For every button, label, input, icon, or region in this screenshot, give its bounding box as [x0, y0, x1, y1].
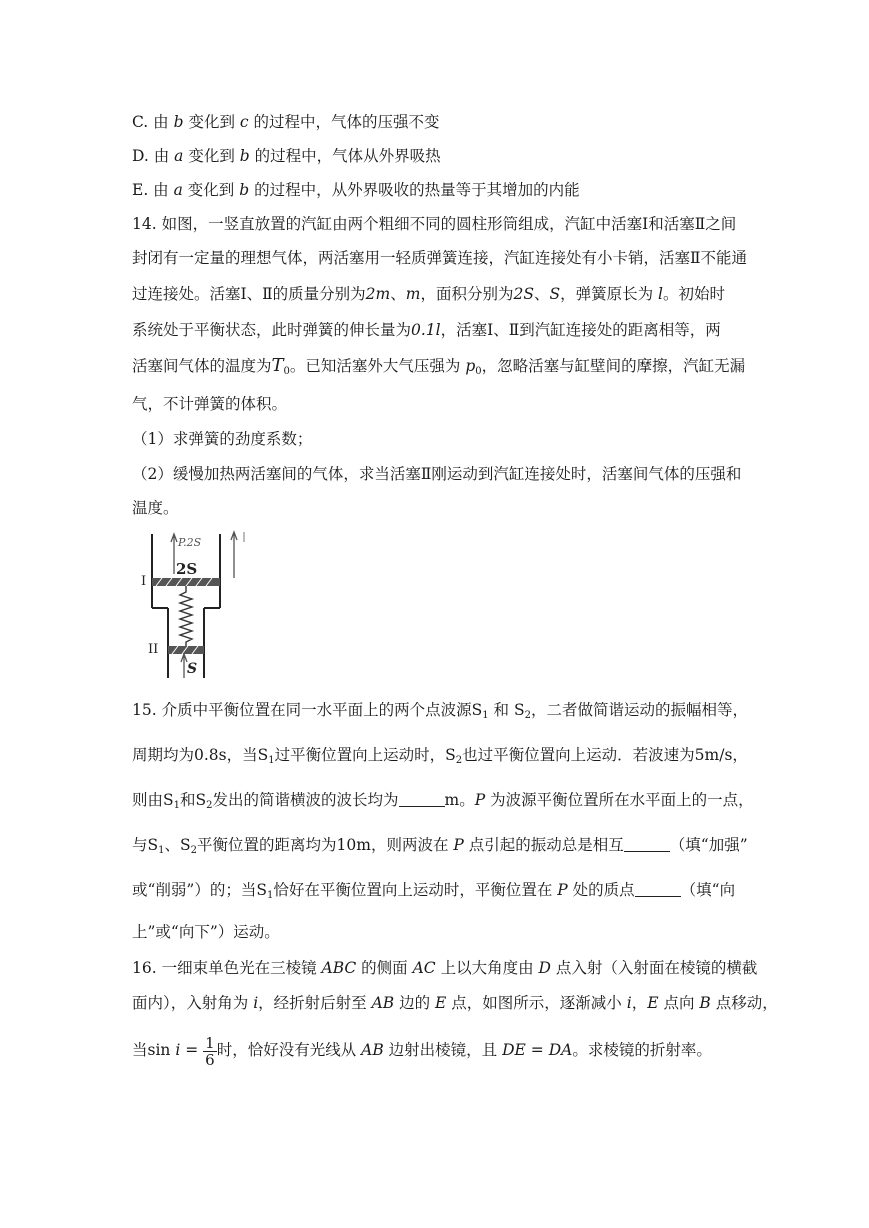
q15-line-6: 上”或“向下”）运动。 — [132, 923, 280, 941]
q15-line-2: 周期均为0.8s，当$S_1$过平衡位置向上运动时，$S_2$也过平衡位置向上运动．若波速为5m/s， — [132, 746, 748, 766]
q14-line-6: 气，不计弹簧的体积。 — [132, 395, 288, 413]
q16-line-1: 16. 一细束单色光在三棱镜 ABC 的侧面 AC 上以大角度由 D 点入射（入射面在棱镜的横截 — [132, 959, 758, 977]
q15-line-1: 15. 介质中平衡位置在同一水平面上的两个点波源$S_1$ 和 $S_2$，二者做简谐运动的振幅相等， — [132, 701, 748, 721]
q14-line-4: 系统处于平衡状态，此时弹簧的伸长量为0.1l，活塞Ⅰ、Ⅱ到汽缸连接处的距离相等，两 — [132, 321, 721, 339]
spring — [180, 586, 192, 646]
q15-line-3: 则由$S_1$和$S_2$发出的简谐横波的波长均为 m。P 为波源平衡位置所在水平面上的一点， — [132, 791, 754, 811]
q14-line-1: 14. 如图，一竖直放置的汽缸由两个粗细不同的圆柱形筒组成，汽缸中活塞Ⅰ和活塞Ⅱ之间 — [132, 215, 737, 233]
q16-line-2: 面内），入射角为 i，经折射后射至 AB 边的 E 点，如图所示，逐渐减小 i，E 点向 B 点移动， — [132, 994, 778, 1012]
q16-line-3: 当sin i = $\frac{1}{6}$ 时，恰好没有光线从 AB 边射出棱镜，且 DE = DA。求棱镜的折射率。 — [132, 1033, 712, 1069]
fig-label-2s: 2S — [176, 560, 198, 578]
fig-label-s: S — [187, 661, 198, 677]
fig-label-piston-1: I — [141, 574, 147, 589]
q13-option-e: E. 由 a 变化到 b 的过程中，从外界吸收的热量等于其增加的内能 — [132, 181, 580, 199]
q15-line-4: 与$S_1$、$S_2$平衡位置的距离均为10m，则两波在 P 点引起的振动总是相互 （填“加强” — [132, 836, 748, 856]
q14-line-2: 封闭有一定量的理想气体，两活塞用一轻质弹簧连接，汽缸连接处有小卡销，活塞Ⅱ不能通 — [132, 249, 748, 267]
q14-sub-question-2-cont: 温度。 — [132, 499, 179, 517]
fig-label-piston-2: II — [148, 642, 159, 657]
piston-1 — [152, 578, 220, 586]
q14-sub-question-1: （1）求弹簧的劲度系数； — [132, 430, 313, 448]
answer-blank[interactable] — [399, 792, 445, 807]
cylinder-figure — [140, 528, 250, 680]
q13-option-d: D. 由 a 变化到 b 的过程中，气体从外界吸热 — [132, 147, 441, 165]
fig-handwritten-note: P.2S — [178, 536, 202, 549]
fraction: $\frac{1}{6}$ — [205, 1033, 215, 1069]
q14-line-5: 活塞间气体的温度为$T_0$。已知活塞外大气压强为 $p_0$，忽略活塞与缸壁间的摩擦，汽缸无漏 — [132, 355, 746, 377]
q14-sub-question-2: （2）缓慢加热两活塞间的气体，求当活塞Ⅱ刚运动到汽缸连接处时，活塞间气体的压强和 — [132, 465, 742, 483]
arrow-up-icon — [231, 532, 237, 578]
q13-option-c: C. 由 b 变化到 c 的过程中，气体的压强不变 — [132, 113, 440, 131]
answer-blank[interactable] — [624, 837, 670, 852]
q15-line-5: 或“削弱”）的；当$S_1$恰好在平衡位置向上运动时，平衡位置在 P 处的质点 （填“向 — [132, 881, 736, 901]
q14-line-3: 过连接处。活塞Ⅰ、Ⅱ的质量分别为2m、m，面积分别为2S、S，弹簧原长为 l。初始时 — [132, 285, 726, 303]
answer-blank[interactable] — [635, 882, 681, 897]
